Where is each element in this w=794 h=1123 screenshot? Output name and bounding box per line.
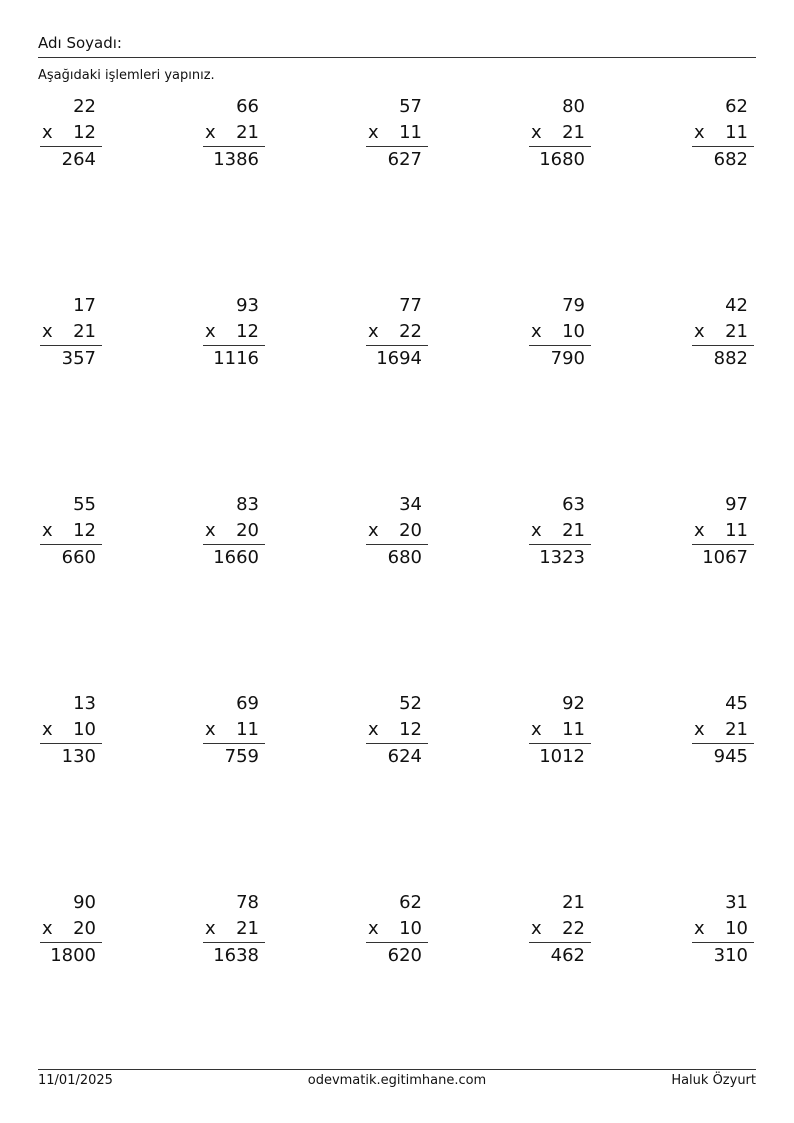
product-answer: 680 (387, 547, 422, 568)
multiply-sign: x (42, 520, 53, 541)
multiplicand: 34 (399, 494, 422, 515)
product-answer: 682 (713, 149, 748, 170)
product-answer: 310 (713, 945, 748, 966)
multiplier-row (366, 120, 428, 147)
multiply-sign: x (531, 520, 542, 541)
product-answer: 1694 (376, 348, 422, 369)
multiplier: 12 (73, 122, 96, 143)
bottom-divider (38, 1069, 756, 1070)
multiplier: 10 (399, 918, 422, 939)
product-answer: 462 (550, 945, 585, 966)
multiplier-row (529, 916, 591, 943)
multiplier: 20 (236, 520, 259, 541)
multiplication-problem (692, 890, 754, 969)
multiplier: 11 (236, 719, 259, 740)
product-answer: 882 (713, 348, 748, 369)
multiplication-problem (366, 492, 428, 571)
multiplication-problem (529, 691, 591, 770)
multiplier-row (692, 518, 754, 545)
multiplicand: 80 (562, 96, 585, 117)
footer-date: 11/01/2025 (38, 1073, 113, 1088)
instructions: Aşağıdaki işlemleri yapınız. (38, 68, 215, 83)
multiplication-problem (40, 492, 102, 571)
multiply-sign: x (368, 321, 379, 342)
product-answer: 790 (550, 348, 585, 369)
multiplicand: 31 (725, 892, 748, 913)
multiplier-row (203, 717, 265, 744)
multiply-sign: x (694, 321, 705, 342)
product-answer: 1800 (50, 945, 96, 966)
multiplicand: 13 (73, 693, 96, 714)
multiplicand: 22 (73, 96, 96, 117)
multiplicand: 62 (399, 892, 422, 913)
multiply-sign: x (205, 719, 216, 740)
multiply-sign: x (368, 520, 379, 541)
multiplication-problem (529, 94, 591, 173)
multiplier-row (203, 120, 265, 147)
multiplication-problem (203, 293, 265, 372)
multiply-sign: x (694, 918, 705, 939)
multiplier: 10 (562, 321, 585, 342)
product-answer: 357 (61, 348, 96, 369)
multiplier: 21 (562, 520, 585, 541)
multiplier: 10 (725, 918, 748, 939)
multiply-sign: x (42, 719, 53, 740)
multiplier-row (692, 916, 754, 943)
multiplication-problem (40, 94, 102, 173)
multiplication-problem (529, 293, 591, 372)
multiplier: 21 (236, 122, 259, 143)
multiplicand: 63 (562, 494, 585, 515)
multiplicand: 66 (236, 96, 259, 117)
multiplier: 12 (399, 719, 422, 740)
multiplier-row (40, 916, 102, 943)
multiply-sign: x (42, 122, 53, 143)
multiplication-problem (366, 293, 428, 372)
multiplier: 12 (73, 520, 96, 541)
multiplier-row (529, 518, 591, 545)
multiplication-problem (692, 492, 754, 571)
multiplication-problem (40, 691, 102, 770)
multiplicand: 69 (236, 693, 259, 714)
multiplication-problem (40, 890, 102, 969)
name-label: Adı Soyadı: (38, 34, 122, 52)
multiplicand: 62 (725, 96, 748, 117)
multiplier-row (692, 319, 754, 346)
multiplication-problem (529, 890, 591, 969)
product-answer: 130 (61, 746, 96, 767)
multiplier-row (529, 717, 591, 744)
multiplication-problem (203, 691, 265, 770)
multiplicand: 57 (399, 96, 422, 117)
multiply-sign: x (368, 918, 379, 939)
multiplier-row (203, 518, 265, 545)
multiplier: 21 (73, 321, 96, 342)
multiplier-row (692, 717, 754, 744)
multiplier-row (40, 717, 102, 744)
multiply-sign: x (205, 520, 216, 541)
multiply-sign: x (205, 321, 216, 342)
multiply-sign: x (694, 520, 705, 541)
multiplier: 11 (725, 122, 748, 143)
product-answer: 1638 (213, 945, 259, 966)
multiplication-problem (692, 293, 754, 372)
top-divider (38, 57, 756, 58)
multiplication-problem (203, 492, 265, 571)
product-answer: 627 (387, 149, 422, 170)
multiplicand: 90 (73, 892, 96, 913)
multiplier-row (366, 717, 428, 744)
multiplier-row (40, 120, 102, 147)
multiplier: 22 (562, 918, 585, 939)
footer-author: Haluk Özyurt (671, 1073, 756, 1088)
multiplicand: 42 (725, 295, 748, 316)
multiply-sign: x (368, 719, 379, 740)
footer-site: odevmatik.egitimhane.com (307, 1073, 487, 1088)
multiplication-problem (692, 94, 754, 173)
multiplier-row (40, 518, 102, 545)
multiplier: 21 (725, 719, 748, 740)
product-answer: 945 (713, 746, 748, 767)
multiply-sign: x (42, 321, 53, 342)
multiplier-row (366, 518, 428, 545)
product-answer: 1660 (213, 547, 259, 568)
multiplicand: 21 (562, 892, 585, 913)
multiplication-problem (529, 492, 591, 571)
multiplier: 10 (73, 719, 96, 740)
multiplication-problem (203, 94, 265, 173)
product-answer: 759 (224, 746, 259, 767)
multiplier: 11 (399, 122, 422, 143)
product-answer: 620 (387, 945, 422, 966)
product-answer: 660 (61, 547, 96, 568)
multiply-sign: x (694, 719, 705, 740)
multiplication-problem (203, 890, 265, 969)
product-answer: 1116 (213, 348, 259, 369)
multiply-sign: x (531, 122, 542, 143)
product-answer: 624 (387, 746, 422, 767)
multiplicand: 17 (73, 295, 96, 316)
multiplier: 11 (562, 719, 585, 740)
multiplicand: 77 (399, 295, 422, 316)
multiplier-row (529, 319, 591, 346)
product-answer: 1012 (539, 746, 585, 767)
multiplier-row (366, 916, 428, 943)
multiplier: 21 (725, 321, 748, 342)
multiply-sign: x (531, 918, 542, 939)
multiplier-row (529, 120, 591, 147)
multiplier-row (203, 916, 265, 943)
multiplier: 21 (562, 122, 585, 143)
multiplier: 20 (73, 918, 96, 939)
multiplicand: 52 (399, 693, 422, 714)
product-answer: 264 (61, 149, 96, 170)
product-answer: 1323 (539, 547, 585, 568)
multiply-sign: x (205, 918, 216, 939)
multiplicand: 97 (725, 494, 748, 515)
multiplier-row (40, 319, 102, 346)
multiplier: 11 (725, 520, 748, 541)
multiplier-row (203, 319, 265, 346)
multiply-sign: x (531, 321, 542, 342)
product-answer: 1386 (213, 149, 259, 170)
multiply-sign: x (368, 122, 379, 143)
multiply-sign: x (694, 122, 705, 143)
multiply-sign: x (42, 918, 53, 939)
multiplication-problem (40, 293, 102, 372)
multiplicand: 92 (562, 693, 585, 714)
multiplication-problem (366, 890, 428, 969)
multiplier-row (692, 120, 754, 147)
multiplier: 20 (399, 520, 422, 541)
product-answer: 1067 (702, 547, 748, 568)
multiplier-row (366, 319, 428, 346)
multiplication-problem (366, 94, 428, 173)
multiplicand: 55 (73, 494, 96, 515)
multiplicand: 93 (236, 295, 259, 316)
product-answer: 1680 (539, 149, 585, 170)
multiplier: 12 (236, 321, 259, 342)
multiply-sign: x (531, 719, 542, 740)
multiplication-problem (692, 691, 754, 770)
multiply-sign: x (205, 122, 216, 143)
multiplicand: 78 (236, 892, 259, 913)
multiplication-problem (366, 691, 428, 770)
multiplier: 21 (236, 918, 259, 939)
multiplicand: 45 (725, 693, 748, 714)
multiplier: 22 (399, 321, 422, 342)
multiplicand: 79 (562, 295, 585, 316)
multiplicand: 83 (236, 494, 259, 515)
